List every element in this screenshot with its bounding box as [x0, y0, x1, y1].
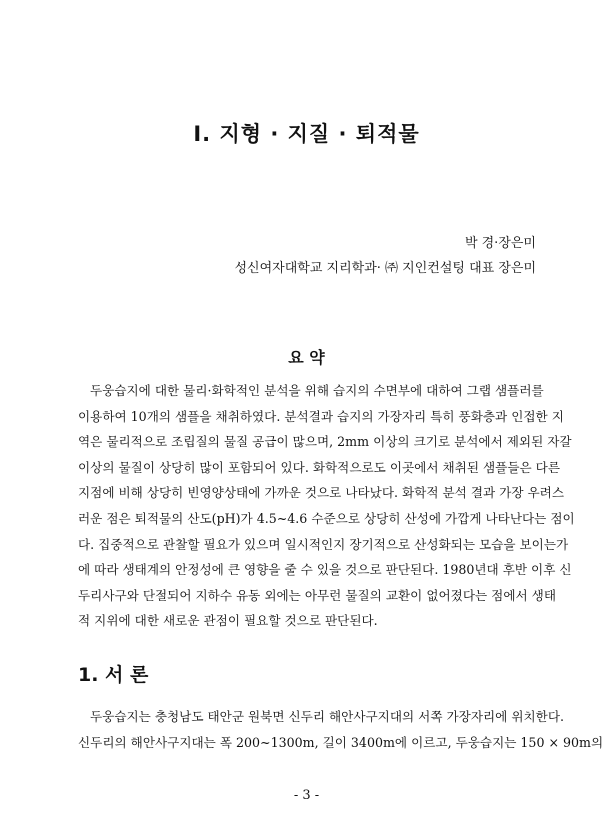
abstract-line: 에 따라 생태계의 안정성에 큰 영향을 줄 수 있을 것으로 판단된다. 1980년대 후반 이후 신: [78, 562, 572, 578]
abstract-body: [78, 378, 575, 634]
page-number: - 3 -: [293, 788, 320, 803]
affiliation: 성신여자대학교 지리학과· ㈜ 지인컨설팅 대표 장은미: [234, 261, 536, 276]
authors: 박 경·장은미: [464, 236, 536, 251]
abstract-line: 적 지위에 대한 새로운 관점이 필요할 것으로 판단된다.: [78, 613, 378, 629]
abstract-line: 다. 집중적으로 관찰할 필요가 있으며 일시적인지 장기적으로 산성화되는 모습을 보이는가: [78, 536, 569, 552]
abstract-line: 이상의 물질이 상당히 많이 포함되어 있다. 화학적으로도 이곳에서 채취된 샘플들은 다른: [78, 459, 560, 475]
abstract-line: 두리사구와 단절되어 지하수 유동 외에는 아무런 물질의 교환이 없어졌다는 점에서 생태: [78, 587, 556, 603]
abstract-line: 두웅습지에 대한 물리·화학적인 분석을 위해 습지의 수면부에 대하여 그랩 샘플러를: [90, 383, 544, 398]
abstract-line: 러운 점은 퇴적물의 산도(pH)가 4.5~4.6 수준으로 상당히 산성에 가깝게 나타난다는 점이: [78, 510, 575, 526]
abstract-heading: 요 약: [288, 348, 325, 367]
abstract-line: 지점에 비해 상당히 빈영양상태에 가까운 것으로 나타났다. 화학적 분석 결과 가장 우려스: [78, 485, 564, 501]
introduction-body: [78, 704, 604, 755]
abstract-line: 이용하여 10개의 샘플을 채취하였다. 분석결과 습지의 가장자리 특히 풍화층과 인접한 지: [78, 408, 564, 424]
chapter-title: Ⅰ. 지형 · 지질 · 퇴적물: [193, 122, 420, 146]
introduction-line: 신두리의 해안사구지대는 폭 200~1300m, 길이 3400m에 이르고, 두웅습지는 150 × 90m의: [78, 734, 604, 750]
section-heading: 1. 서 론: [78, 664, 149, 686]
introduction-line: 두웅습지는 충청남도 태안군 원북면 신두리 해안사구지대의 서쪽 가장자리에 위치한다.: [90, 709, 564, 724]
abstract-line: 역은 물리적으로 조립질의 물질 공급이 많으며, 2mm 이상의 크기로 분석에서 제외된 자갈: [78, 434, 572, 450]
